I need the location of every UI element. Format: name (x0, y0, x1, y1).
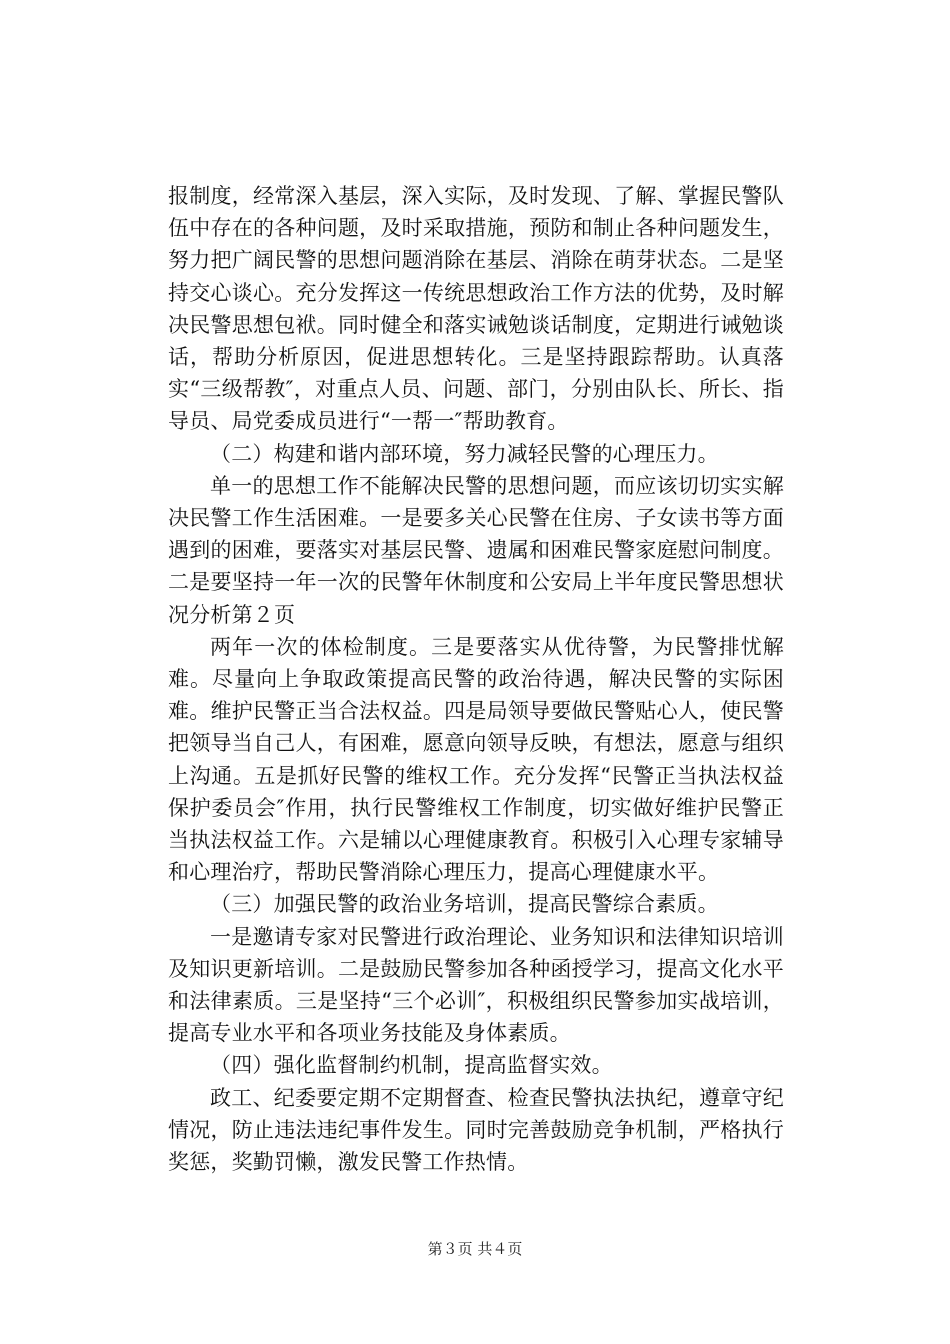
document-body (168, 180, 784, 1178)
section-heading-3: （三）加强民警的政治业务培训，提高民警综合素质。 (210, 892, 719, 917)
body-paragraph: 两年一次的体检制度。三是要落实从优待警，为民警排忧解难。尽量向上争取政策提高民警的政治待遇，解决民警的实际困难。维护民警正当合法权益。四是局领导要做民警贴心人，使民警把领导当自己人，有困难，愿意向领导反映，有想法，愿意与组织上沟通。五是抓好民警的维权工作。充分发挥“民警正当执法权益保护委员会″作用，执行民警维权工作制度，切实做好维护民警正当执法权益工作。六是辅以心理健康教育。积极引入心理专家辅导和心理治疗，帮助民警消除心理压力，提高心理健康水平。 (168, 634, 784, 885)
body-paragraph: 一是邀请专家对民警进行政治理论、业务知识和法律知识培训及知识更新培训。二是鼓励民警参加各种函授学习，提高文化水平和法律素质。三是坚持“三个必训″，积极组织民警参加实战培训，提高专业水平和各项业务技能及身体素质。 (168, 924, 784, 1046)
body-paragraph: 报制度，经常深入基层，深入实际，及时发现、了解、掌握民警队伍中存在的各种问题，及时采取措施，预防和制止各种问题发生，努力把广阔民警的思想问题消除在基层、消除在萌芽状态。二是坚持交心谈心。充分发挥这一传统思想政治工作方法的优势，及时解决民警思想包袱。同时健全和落实诫勉谈话制度，定期进行诫勉谈话，帮助分析原因，促进思想转化。三是坚持跟踪帮助。认真落实“三级帮教″，对重点人员、问题、部门，分别由队长、所长、指导员、局党委成员进行“一帮一″帮助教育。 (168, 184, 784, 434)
body-paragraph: 单一的思想工作不能解决民警的思想问题，而应该切切实实解决民警工作生活困难。一是要多关心民警在住房、子女读书等方面遇到的困难，要落实对基层民警、遗属和困难民警家庭慰问制度。二是要坚持一年一次的民警年休制度和公安局上半年度民警思想状况分析第２页 (168, 473, 784, 627)
page-number-footer: 第３页 共４页 (427, 1240, 523, 1258)
section-heading-2: （二）构建和谐内部环境，努力减轻民警的心理压力。 (210, 441, 719, 466)
body-paragraph: 政工、纪委要定期不定期督查、检查民警执法执纪，遵章守纪情况，防止违法违纪事件发生。同时完善鼓励竞争机制，严格执行奖惩，奖勤罚懒，激发民警工作热情。 (168, 1085, 784, 1175)
section-heading-4: （四）强化监督制约机制，提高监督实效。 (210, 1053, 613, 1078)
